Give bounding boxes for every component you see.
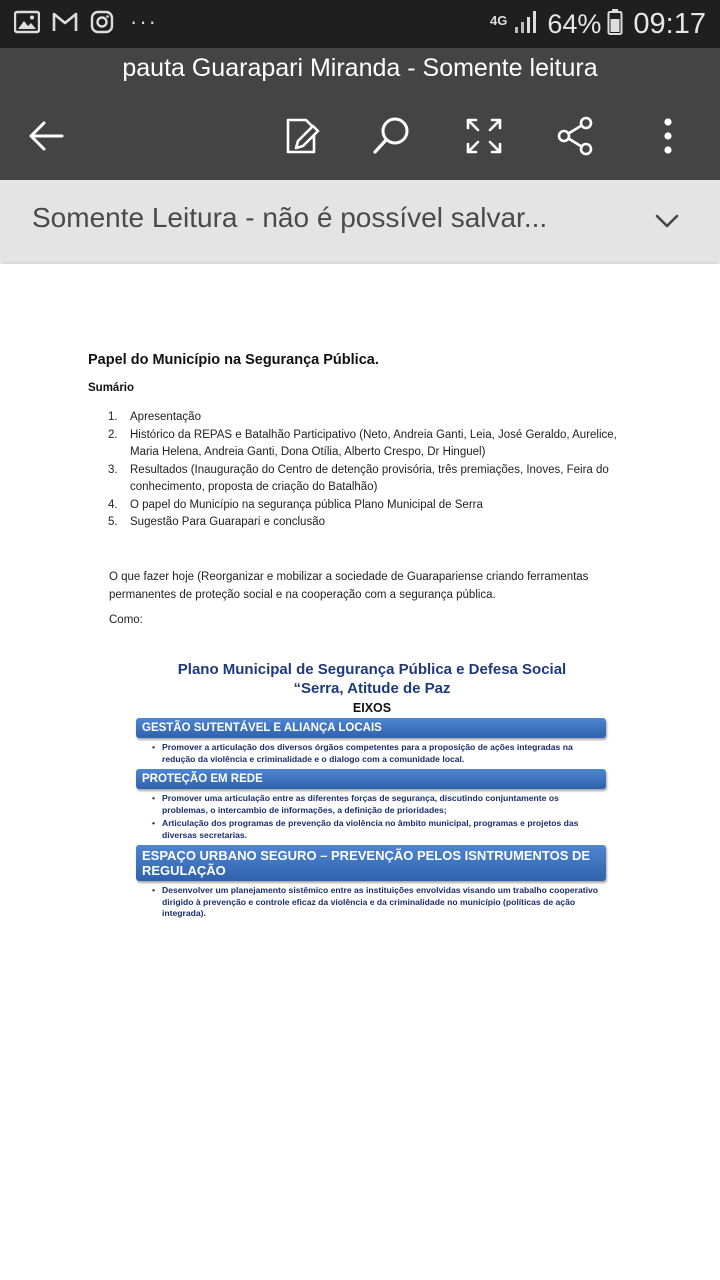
list-item: 4. O papel do Município na segurança pública Plano Municipal de Serra	[108, 498, 483, 511]
fullscreen-icon[interactable]	[462, 114, 506, 158]
read-only-banner[interactable]	[0, 180, 720, 262]
section-heading: PROTEÇÃO EM REDE	[136, 769, 606, 789]
document-page[interactable]	[0, 264, 720, 1280]
doc-heading: Papel do Município na Segurança Pública.	[88, 352, 379, 368]
section-bullet: • Desenvolver um planejamento sistêmico entre as instituições envolvidas visando um trabalho cooperativo dirigido à prevenção e controle eficaz da violência e da criminalidade no município (políticas de ação integrada).	[152, 885, 602, 920]
clock: 09:17	[633, 7, 706, 40]
status-bar	[0, 0, 720, 48]
gallery-icon	[14, 10, 40, 34]
chevron-down-icon[interactable]	[654, 208, 680, 234]
section-bullet: • Promover a articulação dos diversos órgãos competentes para a proposição de ações integradas na redução da violência e criminalidade e o dialogo com a comunidade local.	[152, 742, 602, 765]
list-item: 5. Sugestão Para Guarapari e conclusão	[108, 516, 325, 528]
document-title: pauta Guarapari Miranda - Somente leitura	[122, 54, 598, 82]
search-icon[interactable]	[370, 114, 414, 158]
signal-icon	[513, 9, 541, 40]
more-vert-icon[interactable]	[646, 114, 690, 158]
section-bullet: • Promover uma articulação entre as diferentes forças de segurança, discutindo conjuntamente os problemas, o intercambio de informações, a definição de prioridades;	[152, 793, 602, 816]
section-heading: ESPAÇO URBANO SEGURO – PREVENÇÃO PELOS ISNTRUMENTOS DE REGULAÇÃO	[136, 845, 606, 881]
notification-overflow: ···	[130, 9, 158, 34]
read-only-message: Somente Leitura - não é possível salvar...	[32, 202, 548, 233]
como-label: Como:	[109, 614, 143, 626]
embedded-slide	[132, 660, 612, 920]
battery-icon	[607, 8, 623, 41]
list-item: 1. Apresentação	[108, 411, 201, 423]
instagram-icon	[90, 10, 114, 34]
list-item: 2. Histórico da REPAS e Batalhão Participativo (Neto, Andreia Ganti, Leia, José Geraldo, Aurelice, Maria Helena, Andreia Ganti, Dona Otília, Alberto Crespo, Dr Hinguel)	[108, 428, 617, 458]
section-bullet: • Articulação dos programas de prevenção da violência no âmbito municipal, programas e projetos das diversas secretarias.	[152, 818, 602, 841]
share-icon[interactable]	[554, 114, 598, 158]
battery-percent: 64%	[547, 8, 602, 39]
section-heading: GESTÃO SUTENTÁVEL E ALIANÇA LOCAIS	[136, 718, 606, 738]
edit-document-icon[interactable]	[280, 114, 324, 158]
summary-list	[108, 409, 648, 532]
list-item: 3. Resultados (Inauguração do Centro de detenção provisória, três premiações, Inoves, Feira do conhecimento, proposta de criação do Batalhão)	[108, 463, 609, 493]
summary-label: Sumário	[88, 382, 135, 394]
body-paragraph: O que fazer hoje (Reorganizar e mobilizar a sociedade de Guarapariense criando ferramentas permanentes de proteção social e na cooperação com a segurança pública.	[109, 571, 589, 601]
gmail-icon	[52, 11, 78, 33]
slide-title: Plano Municipal de Segurança Pública e Defesa Social “Serra, Atitude de Paz	[177, 661, 567, 697]
back-arrow-icon[interactable]	[24, 114, 68, 158]
app-bar	[0, 48, 720, 180]
eixos-label: EIXOS	[352, 701, 392, 715]
network-type: 4G	[490, 12, 508, 28]
